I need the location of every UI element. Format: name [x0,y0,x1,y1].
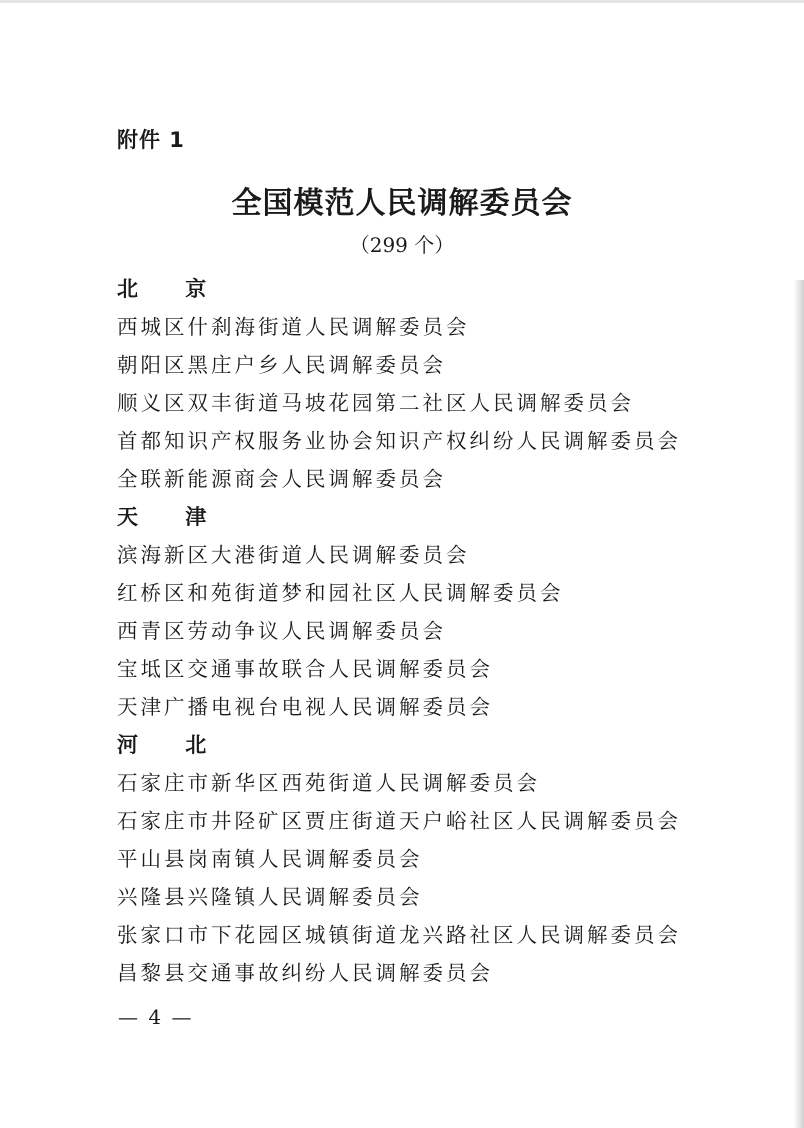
list-item: 首都知识产权服务业协会知识产权纠纷人民调解委员会 [117,429,681,453]
list-item: 西青区劳动争议人民调解委员会 [117,619,446,643]
scan-edge-right [794,280,804,1128]
document-title: 全国模范人民调解委员会 [231,186,573,221]
list-item: 平山县岗南镇人民调解委员会 [117,847,423,871]
list-item: 朝阳区黑庄户乡人民调解委员会 [117,353,446,377]
list-item: 顺义区双丰街道马坡花园第二社区人民调解委员会 [117,391,634,415]
list-item: 昌黎县交通事故纠纷人民调解委员会 [117,961,493,985]
region-heading-hebei: 河 北 [117,733,227,757]
scan-edge-top [0,0,804,3]
list-item: 宝坻区交通事故联合人民调解委员会 [117,657,493,681]
region-heading-beijing: 北 京 [117,277,227,301]
region-heading-tianjin: 天 津 [117,505,227,529]
list-item: 西城区什刹海街道人民调解委员会 [117,315,470,339]
committee-list [117,270,737,992]
list-item: 天津广播电视台电视人民调解委员会 [117,695,493,719]
list-item: 石家庄市新华区西苑街道人民调解委员会 [117,771,540,795]
page-number: — 4 — [118,1005,194,1029]
document-subtitle: （299 个） [349,233,455,257]
attachment-label: 附件 1 [117,128,185,152]
list-item: 张家口市下花园区城镇街道龙兴路社区人民调解委员会 [117,923,681,947]
list-item: 红桥区和苑街道梦和园社区人民调解委员会 [117,581,564,605]
list-item: 全联新能源商会人民调解委员会 [117,467,446,491]
list-item: 兴隆县兴隆镇人民调解委员会 [117,885,423,909]
list-item: 石家庄市井陉矿区贾庄街道天户峪社区人民调解委员会 [117,809,681,833]
list-item: 滨海新区大港街道人民调解委员会 [117,543,470,567]
